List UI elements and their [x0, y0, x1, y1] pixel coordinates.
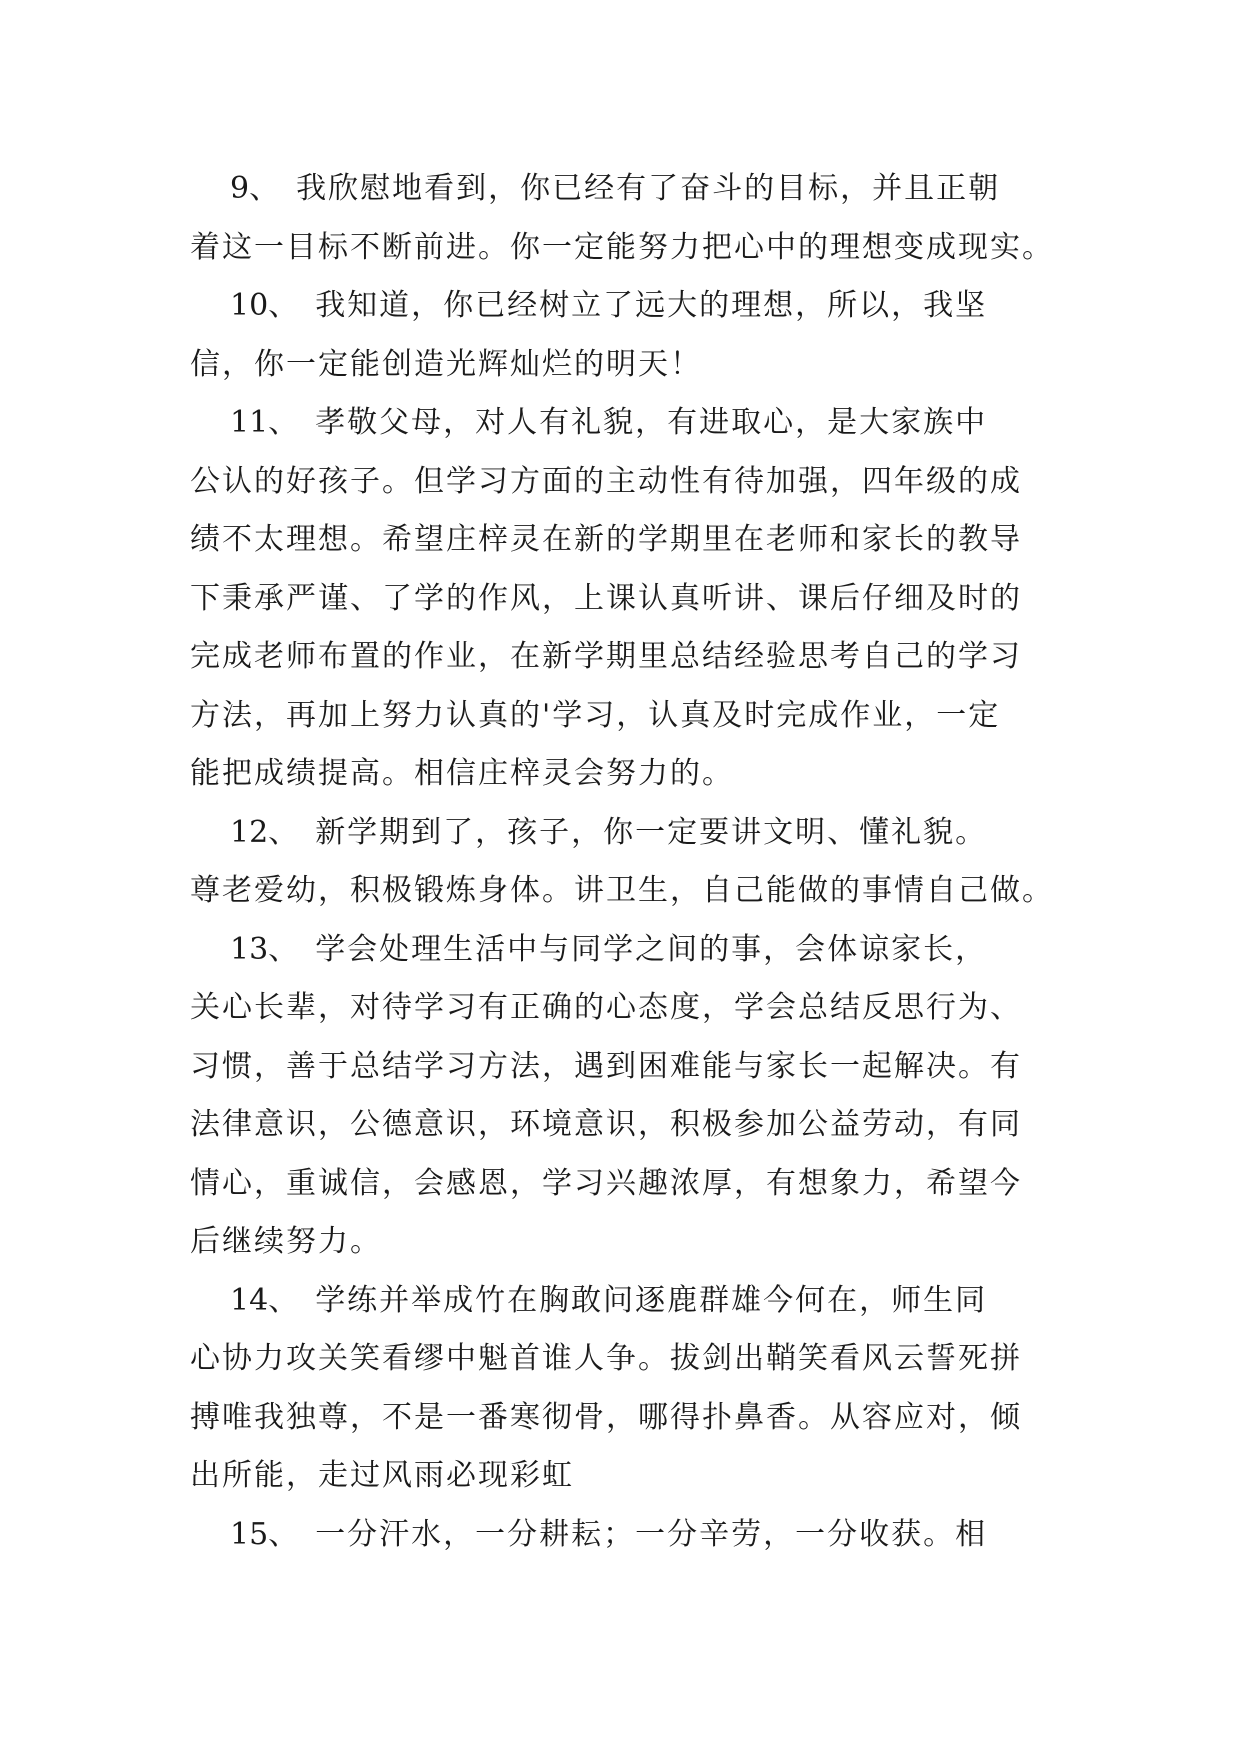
paragraph — [190, 804, 1070, 921]
paragraph — [190, 394, 1070, 804]
paragraph-line: 着这一目标不断前进。你一定能努力把心中的理想变成现实。 — [190, 229, 1054, 265]
paragraph-text: 新学期到了，孩子，你一定要讲文明、懂礼貌。 — [315, 814, 988, 850]
paragraph-line: 能把成绩提高。相信庄梓灵会努力的。 — [190, 756, 734, 791]
paragraph — [190, 160, 1070, 277]
paragraph-number: 11、 — [230, 405, 299, 440]
paragraph-line: 尊老爱幼，积极锻炼身体。讲卫生，自己能做的事情自己做。 — [190, 873, 1054, 908]
paragraph-text: 我知道，你已经树立了远大的理想，所以，我坚 — [315, 288, 988, 323]
paragraph-first-line — [190, 804, 1070, 863]
paragraph-number: 9、 — [230, 171, 280, 206]
paragraph — [190, 277, 1070, 394]
paragraph-text: 一分汗水，一分耕耘；一分辛劳，一分收获。相 — [315, 1516, 988, 1552]
paragraph-first-line — [190, 1272, 1070, 1331]
paragraph-line: 后继续努力。 — [190, 1224, 382, 1259]
paragraph-number: 15、 — [230, 1516, 299, 1552]
paragraph — [190, 1506, 1070, 1565]
paragraph-text: 我欣慰地看到，你已经有了奋斗的目标，并且正朝 — [296, 171, 1001, 206]
document-body — [190, 160, 1070, 1564]
paragraph-text: 学练并举成竹在胸敢问逐鹿群雄今何在，师生同 — [315, 1282, 988, 1318]
paragraph-first-line — [190, 394, 1070, 453]
paragraph-line: 情心，重诚信，会感恩，学习兴趣浓厚，有想象力，希望今 — [190, 1165, 1022, 1201]
paragraph-first-line — [190, 277, 1070, 336]
paragraph — [190, 1272, 1070, 1506]
paragraph-number: 13、 — [230, 931, 299, 967]
paragraph-first-line — [190, 1506, 1070, 1565]
paragraph-line: 信，你一定能创造光辉灿烂的明天！ — [190, 346, 702, 382]
paragraph-number: 10、 — [230, 288, 299, 323]
paragraph — [190, 921, 1070, 1272]
paragraph-line: 关心长辈，对待学习有正确的心态度，学会总结反思行为、 — [190, 990, 1022, 1025]
paragraph-line: 出所能，走过风雨必现彩虹 — [190, 1458, 574, 1493]
paragraph-first-line — [190, 160, 1070, 219]
paragraph-line: 下秉承严谨、了学的作风，上课认真听讲、课后仔细及时的 — [190, 580, 1022, 616]
paragraph-first-line — [190, 921, 1070, 980]
paragraph-line: 方法，再加上努力认真的'学习，认真及时完成作业，一定 — [190, 697, 1001, 733]
paragraph-line: 完成老师布置的作业，在新学期里总结经验思考自己的学习 — [190, 639, 1022, 674]
paragraph-text: 学会处理生活中与同学之间的事，会体谅家长， — [315, 931, 988, 967]
paragraph-line: 法律意识，公德意识，环境意识，积极参加公益劳动，有同 — [190, 1107, 1022, 1142]
paragraph-text: 孝敬父母，对人有礼貌，有进取心，是大家族中 — [315, 405, 988, 440]
paragraph-line: 习惯，善于总结学习方法，遇到困难能与家长一起解决。有 — [190, 1048, 1022, 1084]
paragraph-line: 绩不太理想。希望庄梓灵在新的学期里在老师和家长的教导 — [190, 522, 1022, 557]
paragraph-line: 搏唯我独尊，不是一番寒彻骨，哪得扑鼻香。从容应对，倾 — [190, 1399, 1022, 1435]
paragraph-line: 公认的好孩子。但学习方面的主动性有待加强，四年级的成 — [190, 463, 1022, 499]
paragraph-number: 12、 — [230, 814, 299, 850]
paragraph-number: 14、 — [230, 1282, 299, 1318]
paragraph-line: 心协力攻关笑看缪中魁首谁人争。拔剑出鞘笑看风云誓死拼 — [190, 1341, 1022, 1376]
